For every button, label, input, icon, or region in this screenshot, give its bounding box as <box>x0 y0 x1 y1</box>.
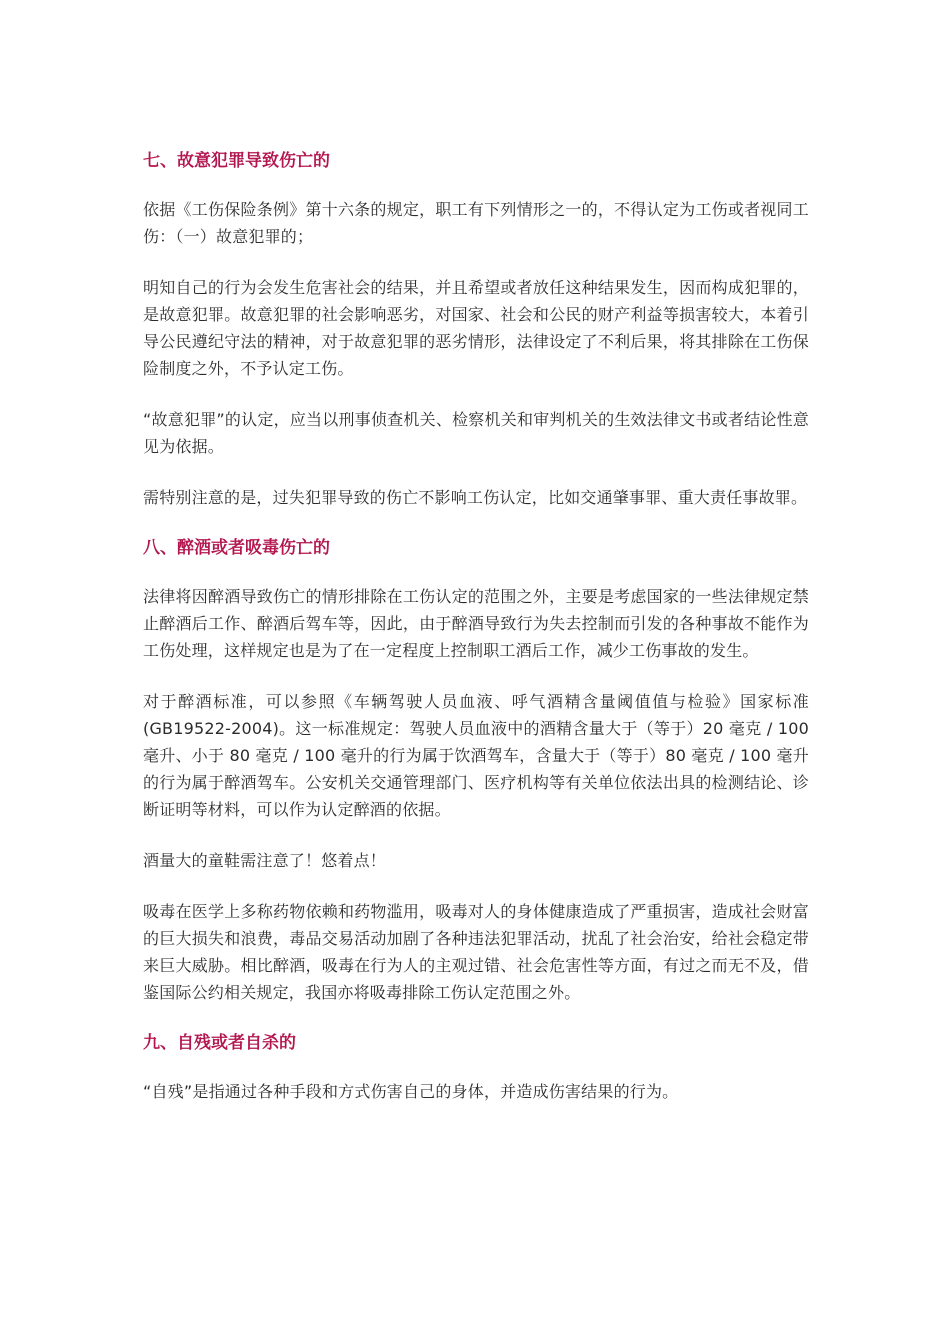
paragraph: 对于醉酒标准，可以参照《车辆驾驶人员血液、呼气酒精含量阈值值与检验》国家标准(GB19522-2004)。这一标准规定：驾驶人员血液中的酒精含量大于（等于）20 毫克 / 100 毫升、小于 80 毫克 / 100 毫升的行为属于饮酒驾车，含量大于（等于）80 毫克 / 100 毫升的行为属于醉酒驾车。公安机关交通管理部门、医疗机构等有关单位依法出具的检测结论、诊断证明等材料，可以作为认定醉酒的依据。 <box>143 692 809 819</box>
paragraph: 酒量大的童鞋需注意了！悠着点！ <box>143 851 387 870</box>
paragraph: 明知自己的行为会发生危害社会的结果，并且希望或者放任这种结果发生，因而构成犯罪的，是故意犯罪。故意犯罪的社会影响恶劣，对国家、社会和公民的财产利益等损害较大，本着引导公民遵纪守法的精神，对于故意犯罪的恶劣情形，法律设定了不利后果，将其排除在工伤保险制度之外，不予认定工伤。 <box>143 278 809 378</box>
section-heading-8: 八、醉酒或者吸毒伤亡的 <box>143 538 330 558</box>
paragraph: “自残”是指通过各种手段和方式伤害自己的身体，并造成伤害结果的行为。 <box>143 1082 679 1101</box>
section-heading-7: 七、故意犯罪导致伤亡的 <box>143 151 330 171</box>
section-heading-9: 九、自残或者自杀的 <box>143 1033 296 1053</box>
paragraph: 法律将因醉酒导致伤亡的情形排除在工伤认定的范围之外，主要是考虑国家的一些法律规定禁止醉酒后工作、醉酒后驾车等，因此，由于醉酒导致行为失去控制而引发的各种事故不能作为工伤处理，这样规定也是为了在一定程度上控制职工酒后工作，减少工伤事故的发生。 <box>143 587 809 660</box>
paragraph: 依据《工伤保险条例》第十六条的规定，职工有下列情形之一的，不得认定为工伤或者视同工伤：（一）故意犯罪的； <box>143 200 809 246</box>
paragraph: “故意犯罪”的认定，应当以刑事侦查机关、检察机关和审判机关的生效法律文书或者结论性意见为依据。 <box>143 410 809 456</box>
paragraph: 需特别注意的是，过失犯罪导致的伤亡不影响工伤认定，比如交通肇事罪、重大责任事故罪。 <box>143 488 808 507</box>
document-body <box>143 148 809 1129</box>
paragraph: 吸毒在医学上多称药物依赖和药物滥用，吸毒对人的身体健康造成了严重损害，造成社会财富的巨大损失和浪费，毒品交易活动加剧了各种违法犯罪活动，扰乱了社会治安，给社会稳定带来巨大威胁。相比醉酒，吸毒在行为人的主观过错、社会危害性等方面，有过之而无不及，借鉴国际公约相关规定，我国亦将吸毒排除工伤认定范围之外。 <box>143 902 809 1002</box>
